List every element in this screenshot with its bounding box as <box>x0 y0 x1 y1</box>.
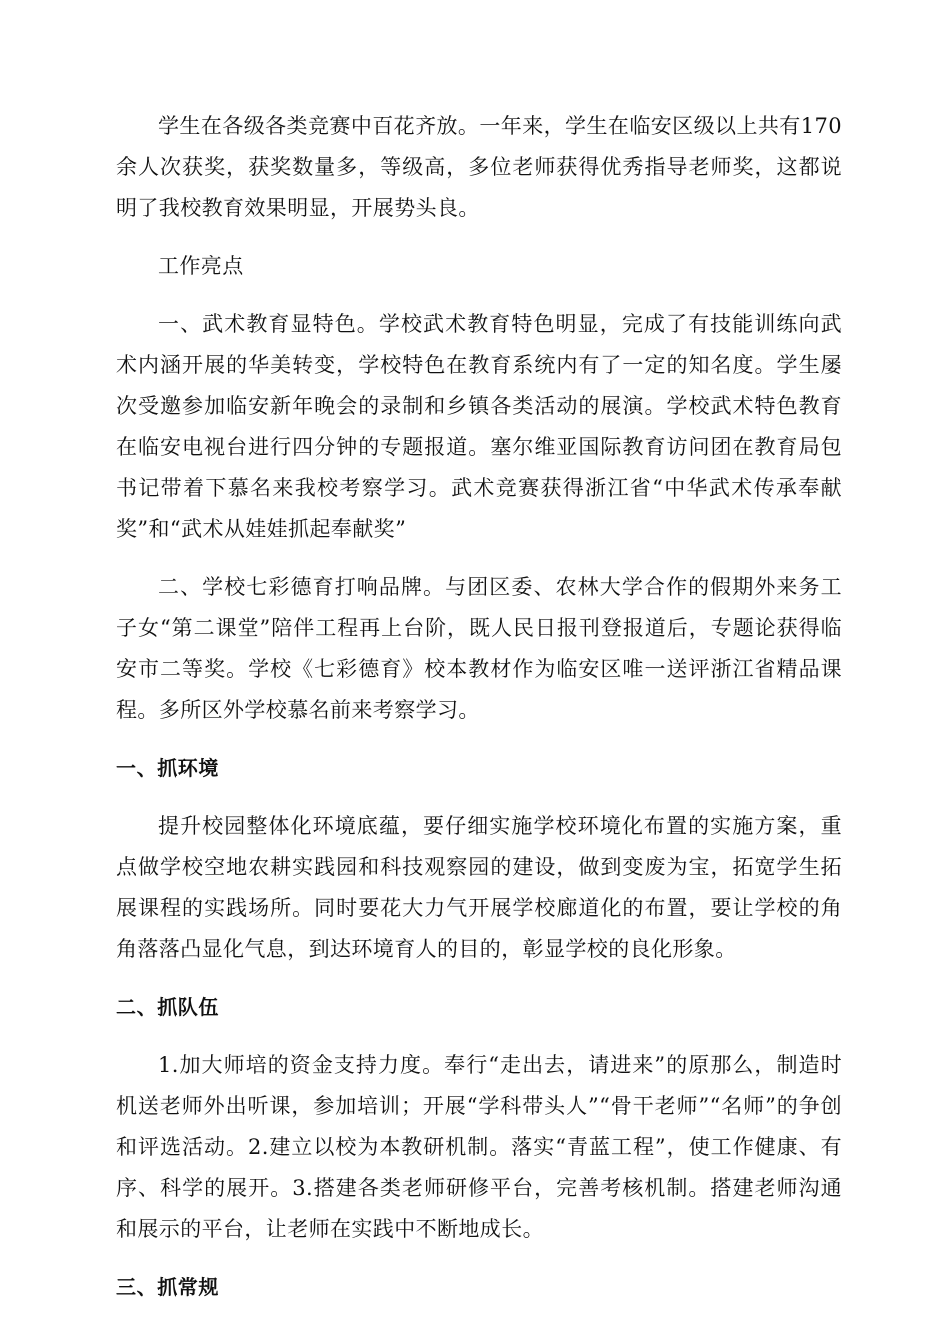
section-environment-body: 提升校园整体化环境底蕴，要仔细实施学校环境化布置的实施方案，重点做学校空地农耕实践园和科技观察园的建设，做到变废为宝，拓宽学生拓展课程的实践场所。同时要花大力气开展学校廊道化的布置，要让学校的角角落落凸显化气息，到达环境育人的目的，彰显学校的良化形象。 <box>116 814 842 961</box>
highlight-martial-arts: 一、武术教育显特色。学校武术教育特色明显，完成了有技能训练向武术内涵开展的华美转变，学校特色在教育系统内有了一定的知名度。学生屡次受邀参加临安新年晚会的录制和乡镇各类活动的展演。学校武术特色教育在临安电视台进行四分钟的专题报道。塞尔维亚国际教育访问团在教育局包书记带着下慕名来我校考察学习。武术竞赛获得浙江省“中华武术传承奉献奖”和“武术从娃娃抓起奉献奖” <box>116 312 842 541</box>
section-team-title: 二、抓队伍 <box>116 995 219 1019</box>
section-routine-title: 三、抓常规 <box>116 1275 219 1299</box>
intro-paragraph: 学生在各级各类竞赛中百花齐放。一年来，学生在临安区级以上共有170余人次获奖，获奖数量多，等级高，多位老师获得优秀指导老师奖，这都说明了我校教育效果明显，开展势头良。 <box>116 114 842 220</box>
highlight-moral-education: 二、学校七彩德育打响品牌。与团区委、农林大学合作的假期外来务工子女“第二课堂”陪伴工程再上台阶，既人民日报刊登报道后，专题论获得临安市二等奖。学校《七彩德育》校本教材作为临安区唯一送评浙江省精品课程。多所区外学校慕名前来考察学习。 <box>116 575 842 722</box>
section-team-body: 1.加大师培的资金支持力度。奉行“走出去，请进来”的原那么，制造时机送老师外出听课，参加培训；开展“学科带头人”“骨干老师”“名师”的争创和评选活动。2.建立以校为本教研机制。落实“青蓝工程”，使工作健康、有序、科学的展开。3.搭建各类老师研修平台，完善考核机制。搭建老师沟通和展示的平台，让老师在实践中不断地成长。 <box>116 1053 842 1241</box>
document-body <box>116 106 842 1308</box>
section-environment-title: 一、抓环境 <box>116 756 219 780</box>
highlights-title: 工作亮点 <box>158 254 244 278</box>
